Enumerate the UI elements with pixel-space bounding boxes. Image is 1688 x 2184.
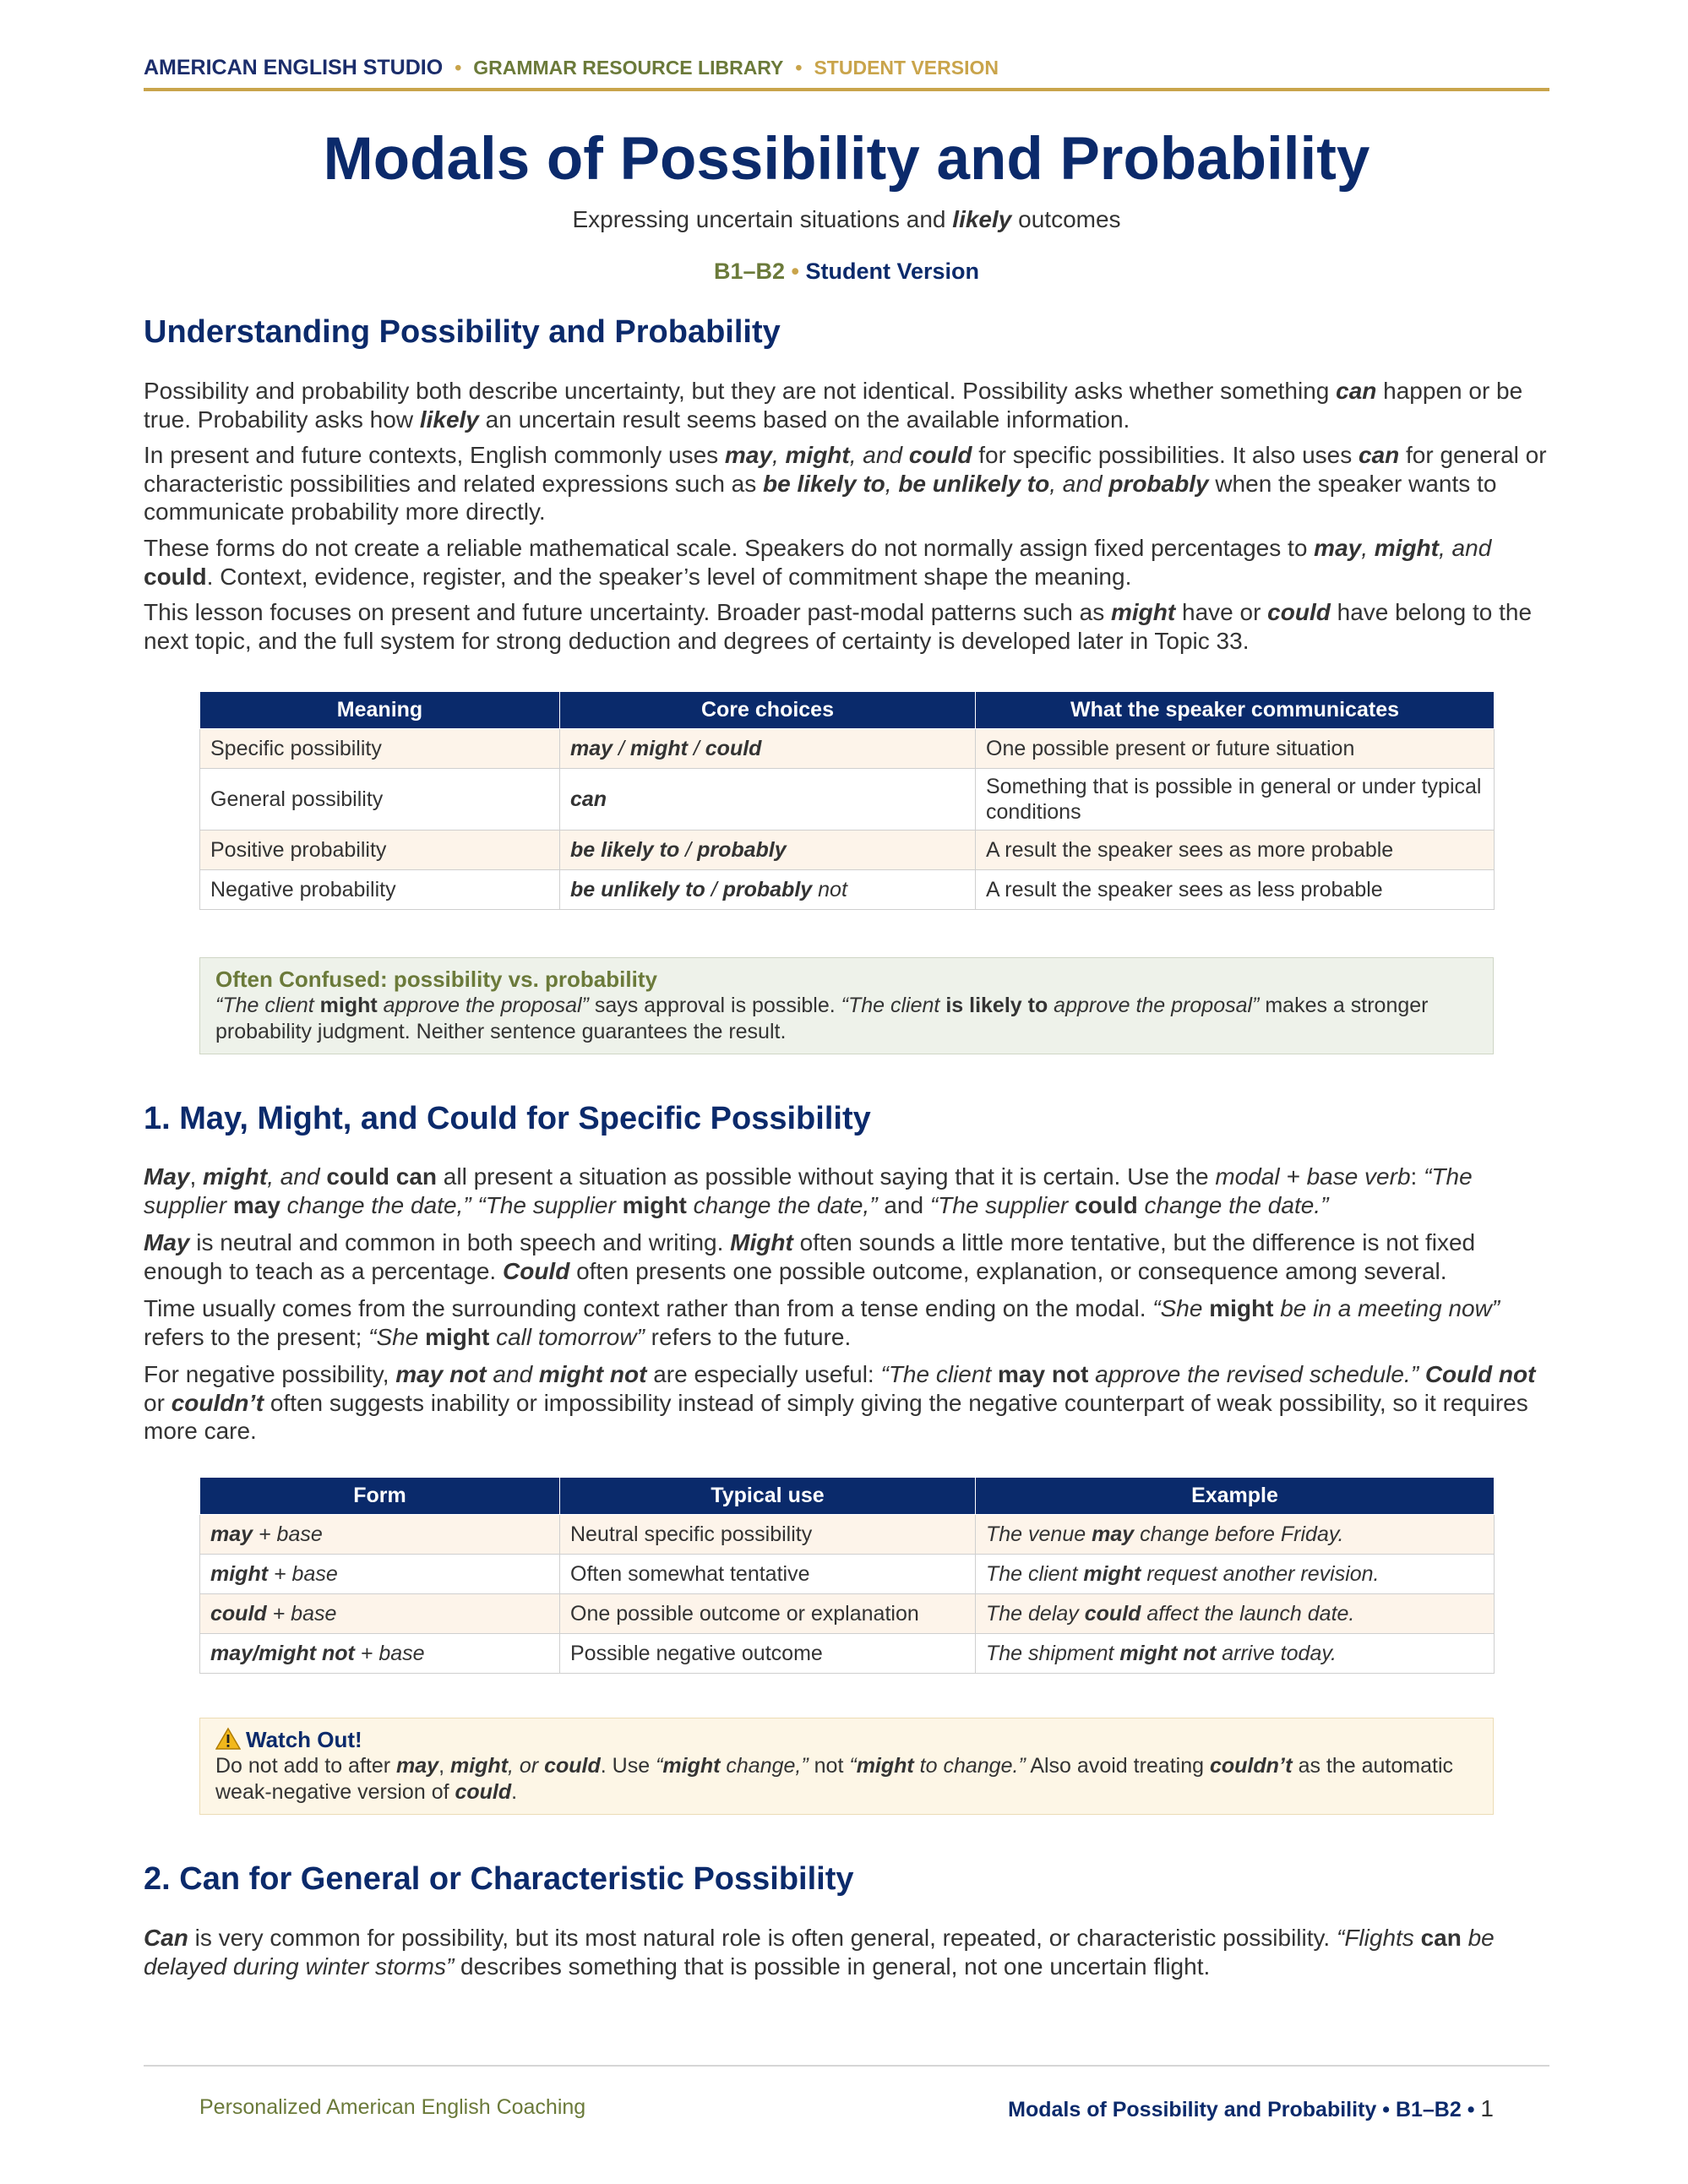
table-header: Core choices xyxy=(560,692,976,729)
callout-title xyxy=(215,1727,1478,1753)
paragraph: Possibility and probability both describe uncertainty, but they are not identical. Possibility asks whether something can happen or be true. Probability asks how likely an uncertain result seems based on the available information. xyxy=(144,378,1523,433)
callout-title-text: Watch Out! xyxy=(246,1727,362,1752)
table-header: Meaning xyxy=(200,692,560,729)
paragraph: In present and future contexts, English commonly uses may, might, and could for specific possibilities. It also uses can for general or characteristic possibilities and related expressions such as be likely to, be unlikely to, and probably when the speaker wants to communicate probability more directly. xyxy=(144,442,1547,525)
table-cell: can xyxy=(560,769,976,831)
section-heading-2: 2. Can for General or Characteristic Possibility xyxy=(144,1861,854,1897)
subtitle-emphasis: likely xyxy=(952,206,1012,232)
table-cell: The shipment might not arrive today. xyxy=(976,1634,1495,1674)
paragraph: May is neutral and common in both speech and writing. Might often sounds a little more tentative, but the difference is not fixed enough to teach as a percentage. Could often presents one possible outcome, explanation, or consequence among several. xyxy=(144,1229,1476,1284)
table-cell: may/might not + base xyxy=(200,1634,560,1674)
table-cell: The client might request another revision. xyxy=(976,1555,1495,1594)
table-cell: be likely to / probably xyxy=(560,831,976,870)
table-cell: Neutral specific possibility xyxy=(560,1515,976,1555)
masthead-separator: • xyxy=(455,57,462,79)
watch-out-callout xyxy=(199,1718,1494,1815)
table-row xyxy=(200,729,1495,769)
table-row xyxy=(200,831,1495,870)
table-cell: The venue may change before Friday. xyxy=(976,1515,1495,1555)
table-cell: The delay could affect the launch date. xyxy=(976,1594,1495,1634)
library-name: GRAMMAR RESOURCE LIBRARY xyxy=(473,57,784,79)
masthead-separator: • xyxy=(795,57,803,79)
table-header: Example xyxy=(976,1478,1495,1515)
table-cell: Positive probability xyxy=(200,831,560,870)
subtitle-text: outcomes xyxy=(1011,206,1121,232)
version-tag: Student Version xyxy=(805,259,980,284)
callout-body: “The client might approve the proposal” says approval is possible. “The client is likely to approve the proposal” makes a stronger probability judgment. Neither sentence guarantees the result. xyxy=(215,994,1429,1043)
brand-name: AMERICAN ENGLISH STUDIO xyxy=(144,56,444,79)
table-cell: may + base xyxy=(200,1515,560,1555)
page-number: 1 xyxy=(1480,2095,1494,2121)
section-heading-intro: Understanding Possibility and Probability xyxy=(144,314,781,350)
table-cell: Often somewhat tentative xyxy=(560,1555,976,1594)
footer-title: Modals of Possibility and Probability • B1–B2 • xyxy=(1008,2098,1475,2121)
level-label: B1–B2 xyxy=(713,259,786,284)
callout-body: Do not add to after may, might, or could. Use “might change,” not “might to change.” Also avoid treating couldn’t as the automatic weak-negative version of could. xyxy=(215,1754,1454,1804)
table-row xyxy=(200,1555,1495,1594)
table-cell: might + base xyxy=(200,1555,560,1594)
table-cell: Possible negative outcome xyxy=(560,1634,976,1674)
level-separator: • xyxy=(785,259,806,284)
table-header: Typical use xyxy=(560,1478,976,1515)
paragraph: For negative possibility, may not and might not are especially useful: “The client may not approve the revised schedule.” Could not or couldn’t often suggests inability or impossibility instead of simply giving the negative counterpart of weak possibility, so it requires more care. xyxy=(144,1361,1536,1444)
table-row xyxy=(200,1594,1495,1634)
table-row xyxy=(200,1515,1495,1555)
callout-title: Often Confused: possibility vs. probability xyxy=(215,967,657,992)
warning-icon xyxy=(215,1727,241,1751)
footer-right xyxy=(1008,2095,1494,2122)
modal-forms-table xyxy=(199,1477,1495,1674)
table-cell: A result the speaker sees as less probable xyxy=(976,870,1495,910)
section-heading-1: 1. May, Might, and Could for Specific Possibility xyxy=(144,1101,871,1136)
table-row xyxy=(200,870,1495,910)
table-cell: One possible outcome or explanation xyxy=(560,1594,976,1634)
table-header: What the speaker communicates xyxy=(976,692,1495,729)
paragraph: Time usually comes from the surrounding context rather than from a tense ending on the modal. “She might be in a meeting now” refers to the present; “She might call tomorrow” refers to the future. xyxy=(144,1295,1500,1350)
table-cell: Something that is possible in general or under typical conditions xyxy=(976,769,1495,831)
table-cell: be unlikely to / probably not xyxy=(560,870,976,910)
table-row xyxy=(200,769,1495,831)
footer-left: Personalized American English Coaching xyxy=(199,2095,586,2119)
paragraph: Can is very common for possibility, but its most natural role is often general, repeated, or characteristic possibility. “Flights can be delayed during winter storms” describes something that is possible in general, not one uncertain flight. xyxy=(144,1925,1495,1980)
subtitle-text: Expressing uncertain situations and xyxy=(572,206,953,232)
paragraph: This lesson focuses on present and future uncertainty. Broader past-modal patterns such as might have or could have belong to the next topic, and the full system for strong deduction and degrees of certainty is developed later in Topic 33. xyxy=(144,599,1533,654)
possibility-probability-table xyxy=(199,691,1495,910)
table-cell: could + base xyxy=(200,1594,560,1634)
table-cell: may / might / could xyxy=(560,729,976,769)
level-line xyxy=(144,259,1549,285)
often-confused-callout xyxy=(199,957,1494,1054)
paragraph: May, might, and could can all present a situation as possible without saying that it is certain. Use the modal + base verb: “The supplier may change the date,” “The supplier might change the date,” and “The supplier could change the date.” xyxy=(144,1163,1473,1218)
page-subtitle xyxy=(144,206,1549,233)
table-row xyxy=(200,1634,1495,1674)
version-label: STUDENT VERSION xyxy=(814,57,999,79)
masthead xyxy=(144,56,1549,91)
table-cell: A result the speaker sees as more probable xyxy=(976,831,1495,870)
table-cell: Negative probability xyxy=(200,870,560,910)
table-header: Form xyxy=(200,1478,560,1515)
page-title: Modals of Possibility and Probability xyxy=(323,126,1370,193)
table-cell: One possible present or future situation xyxy=(976,729,1495,769)
footer-divider xyxy=(144,2065,1549,2067)
table-cell: Specific possibility xyxy=(200,729,560,769)
table-cell: General possibility xyxy=(200,769,560,831)
paragraph: These forms do not create a reliable mathematical scale. Speakers do not normally assign fixed percentages to may, might, and could. Context, evidence, register, and the speaker’s level of commitment shape the meaning. xyxy=(144,535,1492,590)
